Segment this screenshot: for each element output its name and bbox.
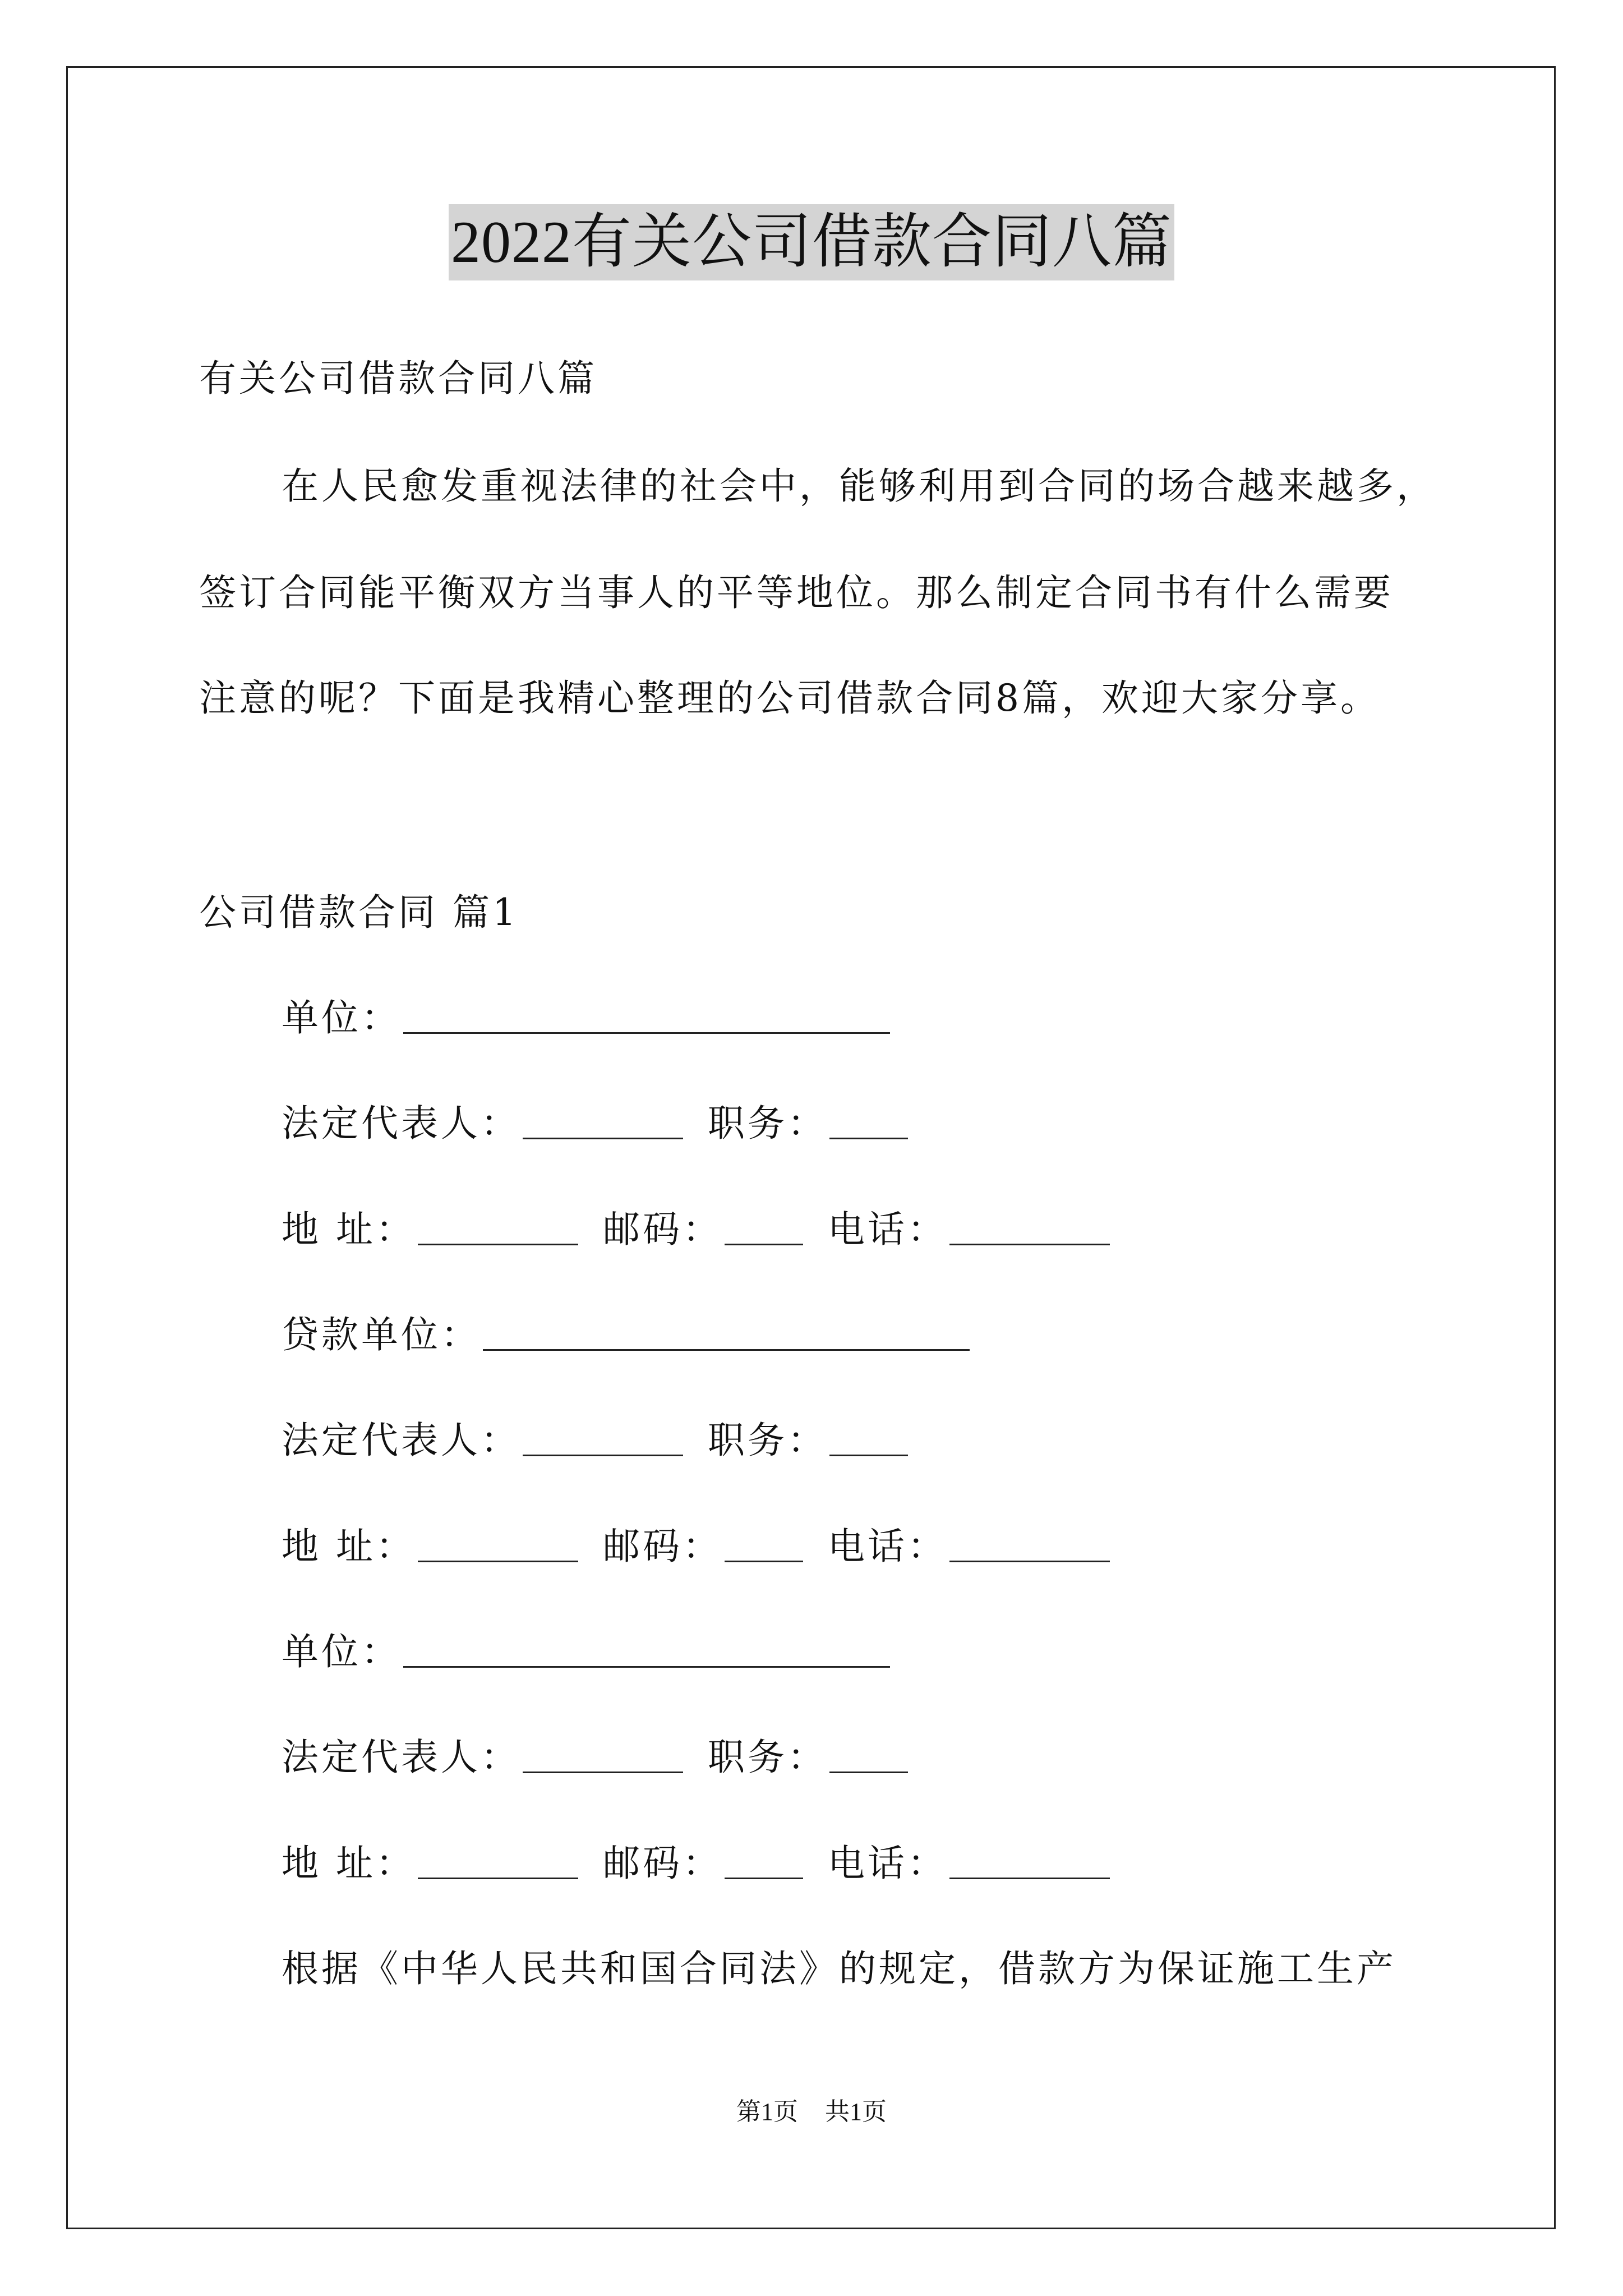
document-subtitle: 有关公司借款合同八篇 <box>199 357 597 400</box>
postcode-label: 邮码： <box>602 1525 722 1568</box>
legal-rep-blank[interactable] <box>523 1737 683 1773</box>
postcode-blank[interactable] <box>725 1843 803 1879</box>
address-label: 地 址： <box>282 1208 416 1251</box>
position-label: 职务： <box>708 1102 827 1145</box>
section-heading: 公司借款合同 篇1 <box>199 891 519 934</box>
postcode-label: 邮码： <box>602 1208 722 1251</box>
unit-blank[interactable] <box>403 1631 890 1668</box>
field-row-rep-2 <box>282 1415 933 1466</box>
postcode-label: 邮码： <box>602 1842 722 1885</box>
field-row-address-1 <box>282 1204 1135 1255</box>
position-blank[interactable] <box>829 1737 908 1773</box>
field-row-address-2 <box>282 1521 1135 1572</box>
phone-label: 电话： <box>827 1842 947 1885</box>
position-label: 职务： <box>708 1736 827 1779</box>
field-row-unit-1 <box>282 993 915 1043</box>
postcode-blank[interactable] <box>725 1526 803 1562</box>
intro-line-1: 在人民愈发重视法律的社会中，能够利用到合同的场合越来越多， <box>282 464 1436 508</box>
address-blank[interactable] <box>418 1843 578 1879</box>
loan-unit-blank[interactable] <box>483 1314 970 1351</box>
postcode-blank[interactable] <box>725 1209 803 1245</box>
unit-label: 单位： <box>282 996 401 1039</box>
address-label: 地 址： <box>282 1842 416 1885</box>
field-row-rep-1 <box>282 1098 933 1149</box>
field-row-loan-unit <box>282 1310 994 1360</box>
address-blank[interactable] <box>418 1526 578 1562</box>
field-row-unit-3 <box>282 1627 915 1677</box>
unit-label: 单位： <box>282 1630 401 1673</box>
position-label: 职务： <box>708 1419 827 1462</box>
phone-blank[interactable] <box>949 1526 1110 1562</box>
phone-label: 电话： <box>827 1525 947 1568</box>
loan-unit-label: 贷款单位： <box>282 1313 481 1356</box>
page-footer <box>0 2095 1623 2129</box>
position-blank[interactable] <box>829 1103 908 1139</box>
legal-rep-label: 法定代表人： <box>282 1102 520 1145</box>
title-wrap <box>0 204 1623 280</box>
field-row-address-3 <box>282 1838 1135 1889</box>
unit-blank[interactable] <box>403 997 890 1034</box>
address-label: 地 址： <box>282 1525 416 1568</box>
intro-line-2: 签订合同能平衡双方当事人的平等地位。那么制定合同书有什么需要 <box>199 571 1394 614</box>
page-total: 共1页 <box>825 2098 887 2125</box>
phone-blank[interactable] <box>949 1843 1110 1879</box>
address-blank[interactable] <box>418 1209 578 1245</box>
intro-line-3: 注意的呢？下面是我精心整理的公司借款合同8篇，欢迎大家分享。 <box>199 677 1380 720</box>
legal-rep-label: 法定代表人： <box>282 1419 520 1462</box>
legal-rep-blank[interactable] <box>523 1103 683 1139</box>
phone-label: 电话： <box>827 1208 947 1251</box>
phone-blank[interactable] <box>949 1209 1110 1245</box>
closing-line: 根据《中华人民共和国合同法》的规定，借款方为保证施工生产 <box>282 1947 1396 1990</box>
legal-rep-blank[interactable] <box>523 1420 683 1456</box>
document-title: 2022有关公司借款合同八篇 <box>449 204 1174 280</box>
position-blank[interactable] <box>829 1420 908 1456</box>
field-row-rep-3 <box>282 1732 933 1783</box>
legal-rep-label: 法定代表人： <box>282 1736 520 1779</box>
page-number: 第1页 <box>736 2098 798 2125</box>
